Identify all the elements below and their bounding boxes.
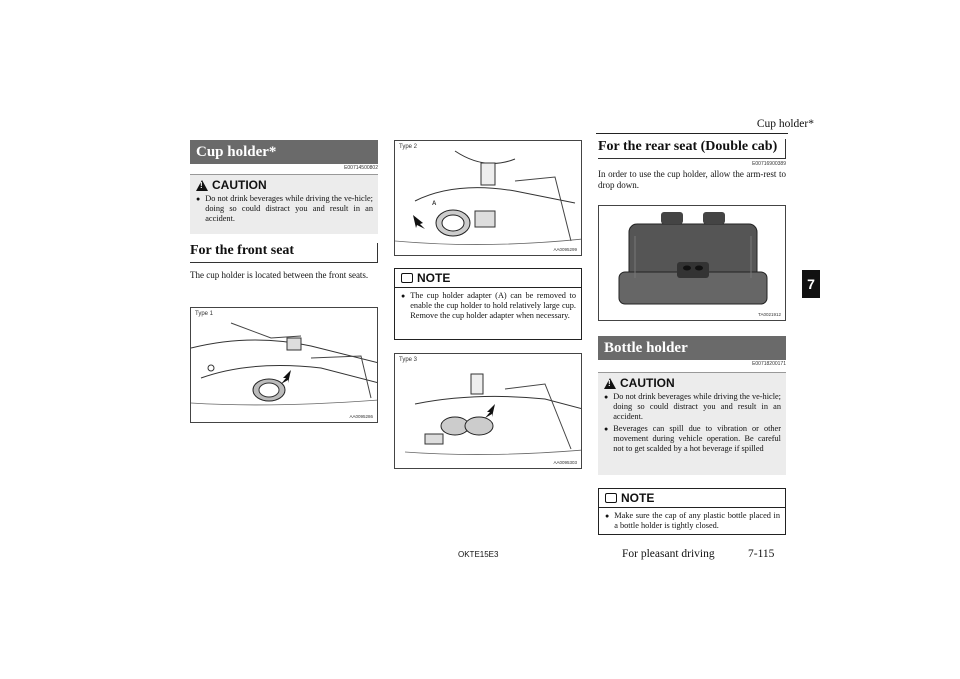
figure-code: AA0095286 [349,414,373,419]
front-seat-body: The cup holder is located between the front seats. [190,270,369,280]
rear-seat-heading: For the rear seat (Double cab) [598,139,778,154]
note-icon [401,273,413,283]
document-code: OKTE15E3 [458,550,499,559]
cup-holder-type3-illustration [395,354,582,469]
caution-heading [190,175,378,194]
running-header-title: Cup holder* [756,118,814,130]
caution-item [190,194,378,226]
cup-holder-front-illustration [191,308,378,423]
bullet-icon: ● [401,292,406,300]
cup-holder-banner: Cup holder* [190,140,378,164]
figure-type3 [394,353,582,469]
caution-heading [598,373,786,392]
caution-item [598,392,786,424]
bullet-icon: ● [605,512,610,520]
footer-section: For pleasant driving [622,548,715,560]
caution-text: Beverages can spill due to vibration or other movement during vehicle operation. Be careful not to get scalded by a hot beverage if spilled [613,424,781,453]
figure-label: Type 3 [399,357,418,363]
note-item [599,508,785,533]
note-heading [395,269,581,288]
cup-holder-code: E00714500802 [344,165,378,171]
callout-a: A [432,201,437,207]
chapter-tab: 7 [802,270,820,298]
bullet-icon: ● [604,393,609,401]
section-rule [598,158,786,159]
pointer-arrow-icon [281,370,291,384]
note-text: Make sure the cap of any plastic bottle placed in a bottle holder is tightly closed. [614,511,780,530]
figure-code: AA0095303 [553,460,577,465]
section-rule [190,262,378,263]
rear-seat-body: In order to use the cup holder, allow the arm-rest to drop down. [598,169,786,190]
caution-box-front [190,174,378,234]
caution-item [598,424,786,456]
note-title: NOTE [417,271,451,285]
cup-holder-adapter-illustration [395,141,582,256]
figure-rear-seat [598,205,786,321]
section-vrule [377,243,378,263]
figure-code: AA0095299 [553,247,577,252]
figure-label: Type 1 [195,311,214,317]
warning-triangle-icon [604,378,616,389]
note-text: The cup holder adapter (A) can be removed to enable the cup holder to hold relatively large cup. Remove the cup holder adapter when necessary. [410,291,576,320]
pointer-arrow-icon [413,215,425,229]
rear-seat-code: E00716900389 [752,161,786,167]
note-heading [599,489,785,508]
caution-title: CAUTION [212,178,267,192]
figure-type2 [394,140,582,256]
note-title: NOTE [621,491,655,505]
note-box-bottle [598,488,786,535]
rear-seat-illustration [599,206,786,321]
pointer-arrow-icon [485,404,495,418]
bullet-icon: ● [604,425,609,433]
note-icon [605,493,617,503]
figure-code: TA0021912 [758,312,781,317]
caution-text: Do not drink beverages while driving the ve-hicle; doing so could distract you and result in an accident. [205,194,373,223]
warning-triangle-icon [196,180,208,191]
front-seat-heading: For the front seat [190,243,295,258]
header-rule [596,133,788,134]
page-number: 7-115 [748,548,775,560]
caution-text: Do not drink beverages while driving the ve-hicle; doing so could distract you and result in an accident. [613,392,781,421]
caution-title: CAUTION [620,376,675,390]
bottle-holder-banner: Bottle holder [598,336,786,360]
figure-type1 [190,307,378,423]
figure-label: Type 2 [399,144,418,150]
bullet-icon: ● [196,195,201,203]
note-item [395,288,581,323]
note-box-adapter [394,268,582,340]
bottle-holder-code: E00718200171 [752,361,786,367]
caution-box-bottle [598,372,786,475]
section-vrule [785,139,786,159]
